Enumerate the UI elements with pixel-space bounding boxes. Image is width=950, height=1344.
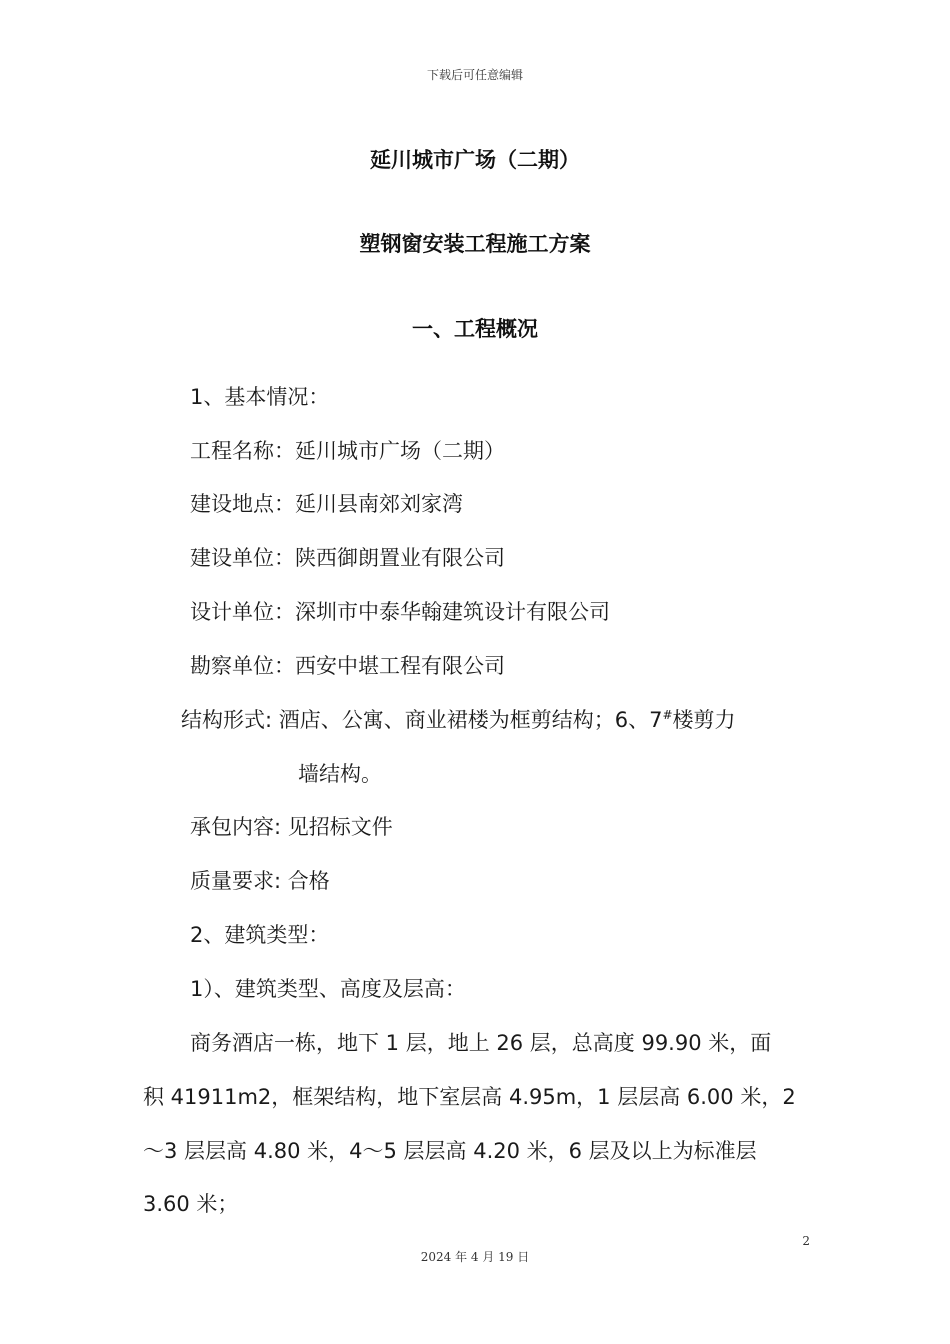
section-heading: 一、工程概况 (412, 317, 538, 341)
paragraph-line: ～3 层层高 4.80 米，4～5 层层高 4.20 米，6 层及以上为标准层 (143, 1139, 757, 1163)
info-project-name: 工程名称：延川城市广场（二期） (190, 439, 505, 463)
page-number: 2 (802, 1234, 810, 1248)
info-builder: 建设单位：陕西御朗置业有限公司 (190, 546, 505, 570)
info-location: 建设地点：延川县南郊刘家湾 (190, 492, 463, 516)
building-type-subheading: 1）、建筑类型、高度及层高： (190, 977, 466, 1001)
info-contract: 承包内容: 见招标文件 (190, 815, 393, 839)
document-subtitle: 塑钢窗安装工程施工方案 (359, 232, 591, 256)
info-surveyor: 勘察单位：西安中堪工程有限公司 (190, 654, 505, 678)
paragraph-line: 商务酒店一栋，地下 1 层，地上 26 层，总高度 99.90 米，面 (190, 1031, 772, 1055)
info-structure-continuation: 墙结构。 (298, 762, 382, 786)
info-structure-sup: # (662, 708, 673, 722)
footer-date: 2024 年 4 月 19 日 (420, 1250, 530, 1264)
paragraph-line: 积 41911m2，框架结构，地下室层高 4.95m，1 层层高 6.00 米，2 (143, 1085, 796, 1109)
paragraph-line: 3.60 米； (143, 1192, 239, 1216)
building-type-heading: 2、建筑类型： (190, 923, 330, 947)
header-note: 下载后可任意编辑 (426, 68, 523, 82)
document-title: 延川城市广场（二期） (370, 148, 580, 172)
info-structure-part2: 楼剪力 (672, 708, 736, 732)
info-structure-part1: 结构形式: 酒店、公寓、商业裙楼为框剪结构；6、7 (181, 708, 663, 732)
info-designer: 设计单位：深圳市中泰华翰建筑设计有限公司 (190, 600, 610, 624)
info-quality: 质量要求: 合格 (190, 869, 330, 893)
basic-info-heading: 1、基本情况： (190, 385, 330, 409)
info-structure (181, 704, 736, 734)
